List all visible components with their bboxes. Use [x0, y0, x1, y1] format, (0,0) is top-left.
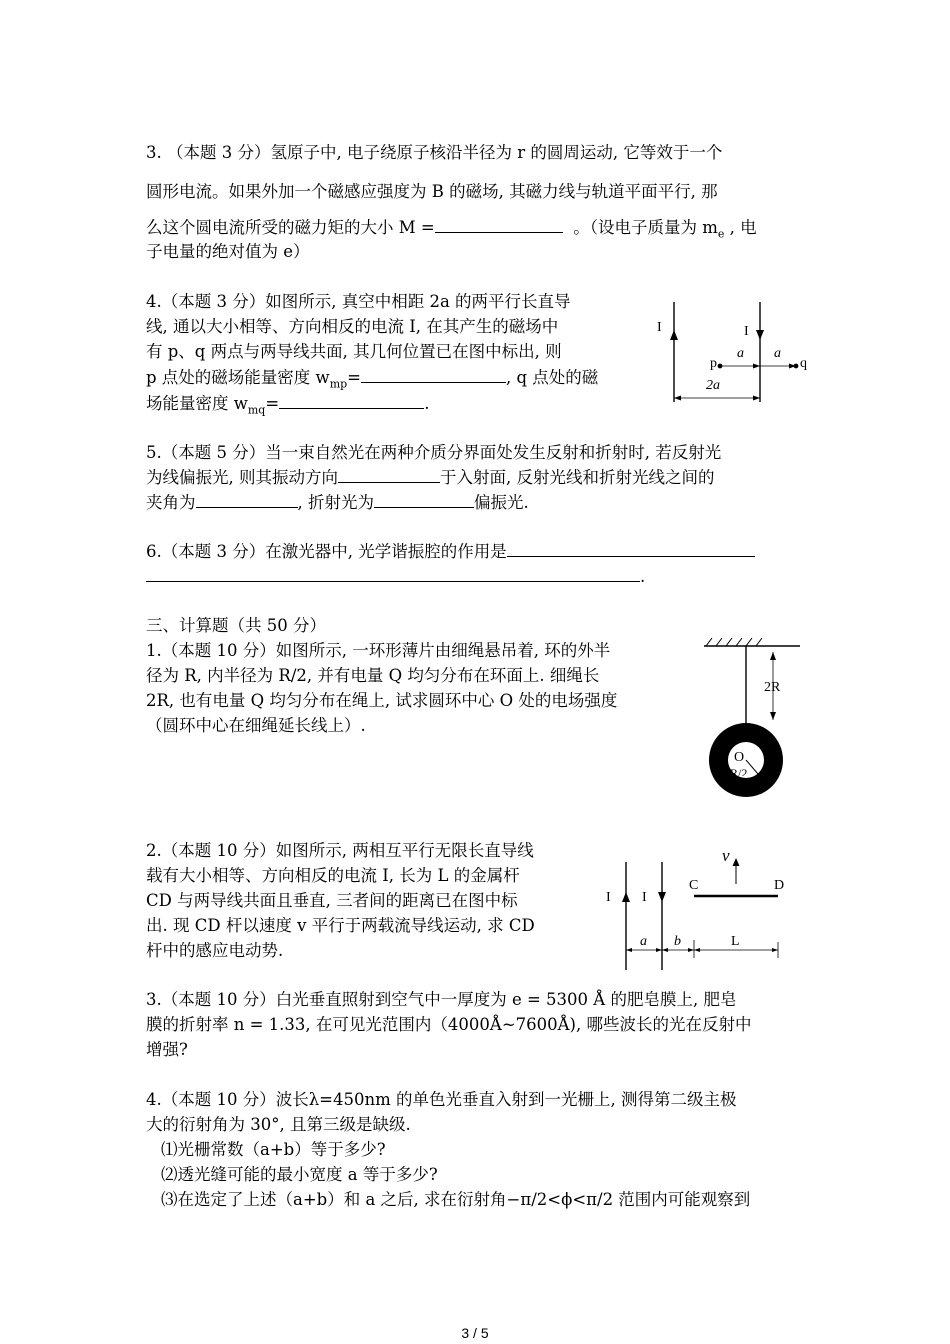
- q3-line-2: 圆形电流。如果外加一个磁感应强度为 B 的磁场, 其磁力线与轨道平面平行, 那: [146, 182, 718, 201]
- p2-label-L: L: [731, 934, 740, 949]
- q6-line-1a: 6.（本题 3 分）在激光器中, 光学谐振腔的作用是: [146, 542, 507, 561]
- p1-line-3: 2R, 也有电量 Q 均匀分布在绳上, 试求圆环中心 O 处的电场强度: [146, 691, 618, 710]
- p2-label-a: a: [640, 934, 647, 949]
- p2-label-C: C: [689, 878, 699, 893]
- q4-label-2a: 2a: [706, 378, 720, 393]
- p4-line-1: 4.（本题 10 分）波长λ=450nm 的单色光垂直入射到一光栅上, 测得第二级主极: [146, 1090, 737, 1109]
- q5-line-3: [146, 491, 529, 515]
- p1-line-2: 径为 R, 内半径为 R/2, 并有电量 Q 均匀分布在环面上. 细绳长: [146, 666, 600, 685]
- p2-label-D: D: [774, 878, 785, 893]
- p2-line-5: 杆中的感应电动势.: [146, 941, 284, 960]
- p3-line-3: 增强?: [146, 1040, 188, 1059]
- q3-line-3a: 么这个圆电流所受的磁力矩的大小 M =: [146, 218, 435, 237]
- p4-line-2: 大的衍射角为 30°, 且第三级是缺级.: [146, 1115, 411, 1134]
- q4-point-p: [718, 364, 723, 369]
- q6-line-2-end: .: [640, 567, 646, 586]
- p1-figure: [700, 634, 810, 804]
- p3-line-2: 膜的折射率 n = 1.33, 在可见光范围内（4000Å~7600Å), 哪些波长的光在反射中: [146, 1015, 752, 1034]
- q3-line-1: 3. （本题 3 分）氢原子中, 电子绕原子核沿半径为 r 的圆周运动, 它等效于一个: [146, 143, 723, 162]
- p2-line-4: 出. 现 CD 杆以速度 v 平行于两载流导线运动, 求 CD: [146, 916, 535, 935]
- p2-label-v: v: [722, 846, 730, 865]
- p2-label-I-right: I: [642, 890, 647, 905]
- p1-line-1: 1.（本题 10 分）如图所示, 一环形薄片由细绳悬吊着, 环的外半: [146, 641, 611, 660]
- q4-line-4c: , q 点处的磁: [506, 368, 599, 387]
- p2-figure: [600, 842, 800, 972]
- section-3-heading: 三、计算题（共 50 分）: [146, 616, 326, 635]
- q5-line-2a: 为线偏振光, 则其振动方向: [146, 468, 338, 487]
- p1-label-inner-radius: R/2: [730, 766, 748, 776]
- p4-sub-3: ⑶在选定了上述（a+b）和 a 之后, 求在衍射角−π/2<ϕ<π/2 范围内可能观察到: [161, 1190, 751, 1209]
- q4-line-2: 线, 通以大小相等、方向相反的电流 I, 在其产生的磁场中: [146, 317, 559, 336]
- q4-line-5b: =: [265, 394, 280, 413]
- p2-down-arrow-icon: [658, 892, 666, 902]
- q4-line-1: 4.（本题 3 分）如图所示, 真空中相距 2a 的两平行长直导: [146, 292, 571, 311]
- q5-line-2b: 于入射面, 反射光线和折射光线之间的: [440, 468, 715, 487]
- q4-label-a1: a: [737, 346, 744, 361]
- q4-wmq-subscript: mq: [247, 403, 266, 417]
- q4-label-p: p: [710, 356, 717, 371]
- p1-label-O: O: [734, 750, 745, 765]
- q5-line-3a: 夹角为: [146, 493, 196, 512]
- p2-velocity-arrow-icon: [733, 858, 740, 866]
- q4-wmp-subscript: mp: [329, 377, 348, 391]
- q4-line-4a: p 点处的磁场能量密度 w: [146, 368, 330, 387]
- p3-line-1: 3.（本题 10 分）白光垂直照射到空气中一厚度为 e = 5300 Å 的肥皂膜上, 肥皂: [146, 990, 737, 1009]
- q4-line-3: 有 p、q 两点与两导线共面, 其几何位置已在图中标出, 则: [146, 342, 562, 361]
- q5-line-3c: 偏振光.: [474, 493, 529, 512]
- q5-line-3b: , 折射光为: [297, 493, 374, 512]
- q4-wmq-blank[interactable]: [279, 392, 424, 409]
- q5-direction-blank[interactable]: [338, 466, 440, 483]
- q6-line-2: [146, 565, 645, 589]
- q4-figure: [648, 296, 818, 408]
- q5-line-2: [146, 466, 715, 490]
- q4-line-5a: 场能量密度 w: [146, 394, 248, 413]
- q4-label-a2: a: [774, 346, 781, 361]
- p2-up-arrow-icon: [622, 892, 630, 902]
- q6-answer-blank-1[interactable]: [507, 540, 755, 557]
- q5-polarization-blank[interactable]: [374, 491, 474, 508]
- q3-mass-subscript: e: [717, 227, 725, 241]
- p2-line-1: 2.（本题 10 分）如图所示, 两相互平行无限长直导线: [146, 841, 534, 860]
- q6-answer-blank-2[interactable]: [146, 565, 640, 582]
- p1-label-2R: 2R: [764, 680, 781, 695]
- p4-sub-2: ⑵透光缝可能的最小宽度 a 等于多少?: [161, 1165, 438, 1184]
- q6-line-1: [146, 540, 755, 564]
- q3-line-3b: 。（设电子质量为 m: [573, 218, 718, 237]
- q4-down-arrow-icon: [756, 330, 764, 340]
- q4-line-5: [146, 392, 429, 422]
- p2-line-2: 载有大小相等、方向相反的电流 I, 长为 L 的金属杆: [146, 866, 520, 885]
- p1-line-4: （圆环中心在细绳延长线上）.: [146, 716, 366, 735]
- q5-angle-blank[interactable]: [196, 491, 298, 508]
- q5-line-1: 5.（本题 5 分）当一束自然光在两种介质分界面处发生反射和折射时, 若反射光: [146, 443, 722, 462]
- q3-line-3d: , 电: [729, 218, 757, 237]
- q3-answer-blank[interactable]: [435, 216, 563, 233]
- p2-label-I-left: I: [606, 890, 611, 905]
- q3-line-4: 子电量的绝对值为 e）: [146, 242, 310, 261]
- q4-label-q: q: [800, 356, 807, 371]
- p4-sub-1: ⑴光栅常数（a+b）等于多少?: [161, 1140, 386, 1159]
- page-number: 3 / 5: [461, 1325, 489, 1341]
- p2-line-3: CD 与两导线共面且垂直, 三者间的距离已在图中标: [146, 891, 518, 910]
- q4-wmp-blank[interactable]: [361, 366, 506, 383]
- q4-label-I-right: I: [744, 324, 749, 339]
- q4-label-I-left: I: [657, 320, 662, 335]
- q4-line-4b: =: [347, 368, 361, 387]
- q4-line-5c: .: [424, 394, 430, 413]
- p2-label-b: b: [674, 934, 681, 949]
- q4-up-arrow-icon: [670, 330, 678, 340]
